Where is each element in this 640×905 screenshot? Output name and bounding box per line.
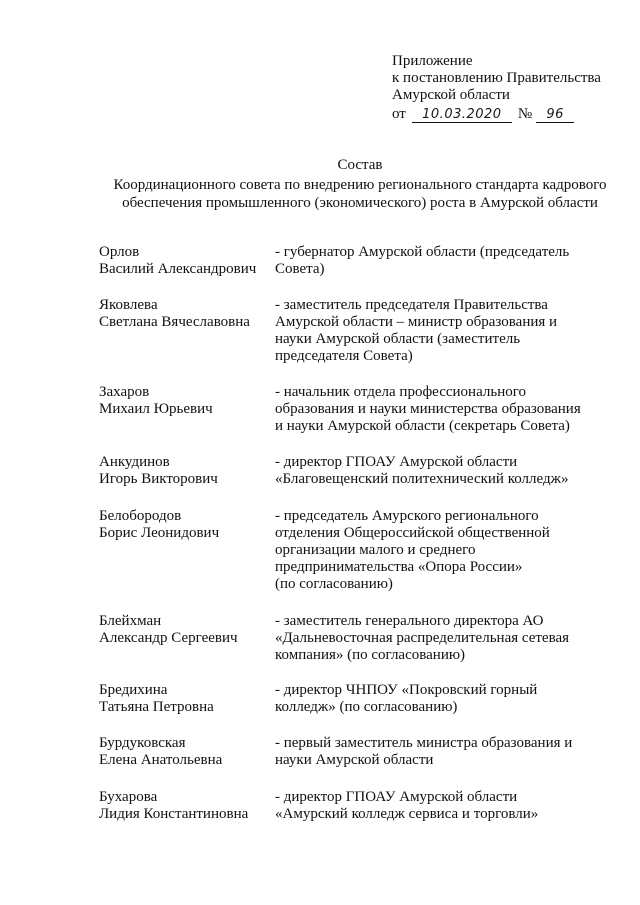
member-role-line: - начальник отдела профессионального [275, 384, 526, 400]
member-role [275, 244, 595, 278]
member-role-line: - директор ГПОАУ Амурской области [275, 789, 518, 805]
member-role [275, 682, 595, 716]
appendix-title: Приложение [392, 53, 473, 69]
heading-line-1: Координационного совета по внедрению регионального стандарта кадрового [113, 177, 607, 193]
handwritten-number: 96 [536, 107, 574, 123]
member-given-names: Василий Александрович [99, 261, 257, 277]
appendix-resolution-line: к постановлению Правительства [392, 70, 601, 86]
member-role-line: «Дальневосточная распределительная сетевая [275, 630, 570, 646]
appendix-region-line: Амурской области [392, 87, 510, 103]
member-surname: Блейхман [99, 613, 162, 629]
member-surname: Орлов [99, 244, 140, 260]
member-role-line: и науки Амурской области (секретарь Совета) [275, 418, 570, 434]
appendix-date-row [392, 106, 632, 123]
member-role [275, 454, 595, 488]
member-role-line: образования и науки министерства образования [275, 401, 581, 417]
member-name [99, 297, 274, 331]
member-role-line: - председатель Амурского регионального [275, 508, 539, 524]
member-surname: Бухарова [99, 789, 158, 805]
member-given-names: Игорь Викторович [99, 471, 218, 487]
member-role-line: Совета) [275, 261, 325, 277]
member-surname: Бурдуковская [99, 735, 186, 751]
date-prefix: от [392, 106, 406, 122]
document-heading [60, 157, 640, 213]
member-role-line: колледж» (по согласованию) [275, 699, 458, 715]
member-surname: Захаров [99, 384, 150, 400]
member-role-line: науки Амурской области (заместитель [275, 331, 521, 347]
member-role [275, 613, 595, 664]
member-role [275, 384, 595, 435]
member-role [275, 508, 595, 593]
member-name [99, 682, 274, 716]
member-surname: Белобородов [99, 508, 182, 524]
member-role-line: - заместитель председателя Правительства [275, 297, 548, 313]
member-role-line: «Амурский колледж сервиса и торговли» [275, 806, 539, 822]
member-name [99, 454, 274, 488]
member-role-line: организации малого и среднего [275, 542, 476, 558]
member-role-line: науки Амурской области [275, 752, 434, 768]
handwritten-date: 10.03.2020 [412, 107, 512, 123]
heading-title: Состав [337, 157, 383, 173]
member-name [99, 384, 274, 418]
member-role-line: «Благовещенский политехнический колледж» [275, 471, 569, 487]
appendix-block [392, 53, 632, 123]
number-sign: № [517, 106, 533, 122]
member-name [99, 789, 274, 823]
member-given-names: Елена Анатольевна [99, 752, 223, 768]
member-role-line: предпринимательства «Опора России» [275, 559, 523, 575]
member-name [99, 613, 274, 647]
member-given-names: Борис Леонидович [99, 525, 220, 541]
member-name [99, 508, 274, 542]
member-name [99, 244, 274, 278]
member-given-names: Михаил Юрьевич [99, 401, 213, 417]
member-role [275, 789, 595, 823]
member-given-names: Лидия Константиновна [99, 806, 249, 822]
member-role [275, 735, 595, 769]
member-role-line: - первый заместитель министра образования и [275, 735, 573, 751]
member-role-line: отделения Общероссийской общественной [275, 525, 550, 541]
member-given-names: Александр Сергеевич [99, 630, 238, 646]
member-role [275, 297, 595, 365]
member-role-line: Амурской области – министр образования и [275, 314, 558, 330]
member-role-line: - губернатор Амурской области (председатель [275, 244, 570, 260]
member-surname: Бредихина [99, 682, 168, 698]
heading-line-2: обеспечения промышленного (экономического) роста в Амурской области [122, 195, 598, 211]
member-surname: Анкудинов [99, 454, 170, 470]
member-surname: Яковлева [99, 297, 158, 313]
member-role-line: председателя Совета) [275, 348, 413, 364]
member-role-line: - директор ЧНПОУ «Покровский горный [275, 682, 538, 698]
member-given-names: Татьяна Петровна [99, 699, 214, 715]
member-role-line: компания» (по согласованию) [275, 647, 466, 663]
member-name [99, 735, 274, 769]
member-role-line: (по согласованию) [275, 576, 393, 592]
member-given-names: Светлана Вячеславовна [99, 314, 250, 330]
member-role-line: - директор ГПОАУ Амурской области [275, 454, 518, 470]
member-role-line: - заместитель генерального директора АО [275, 613, 544, 629]
